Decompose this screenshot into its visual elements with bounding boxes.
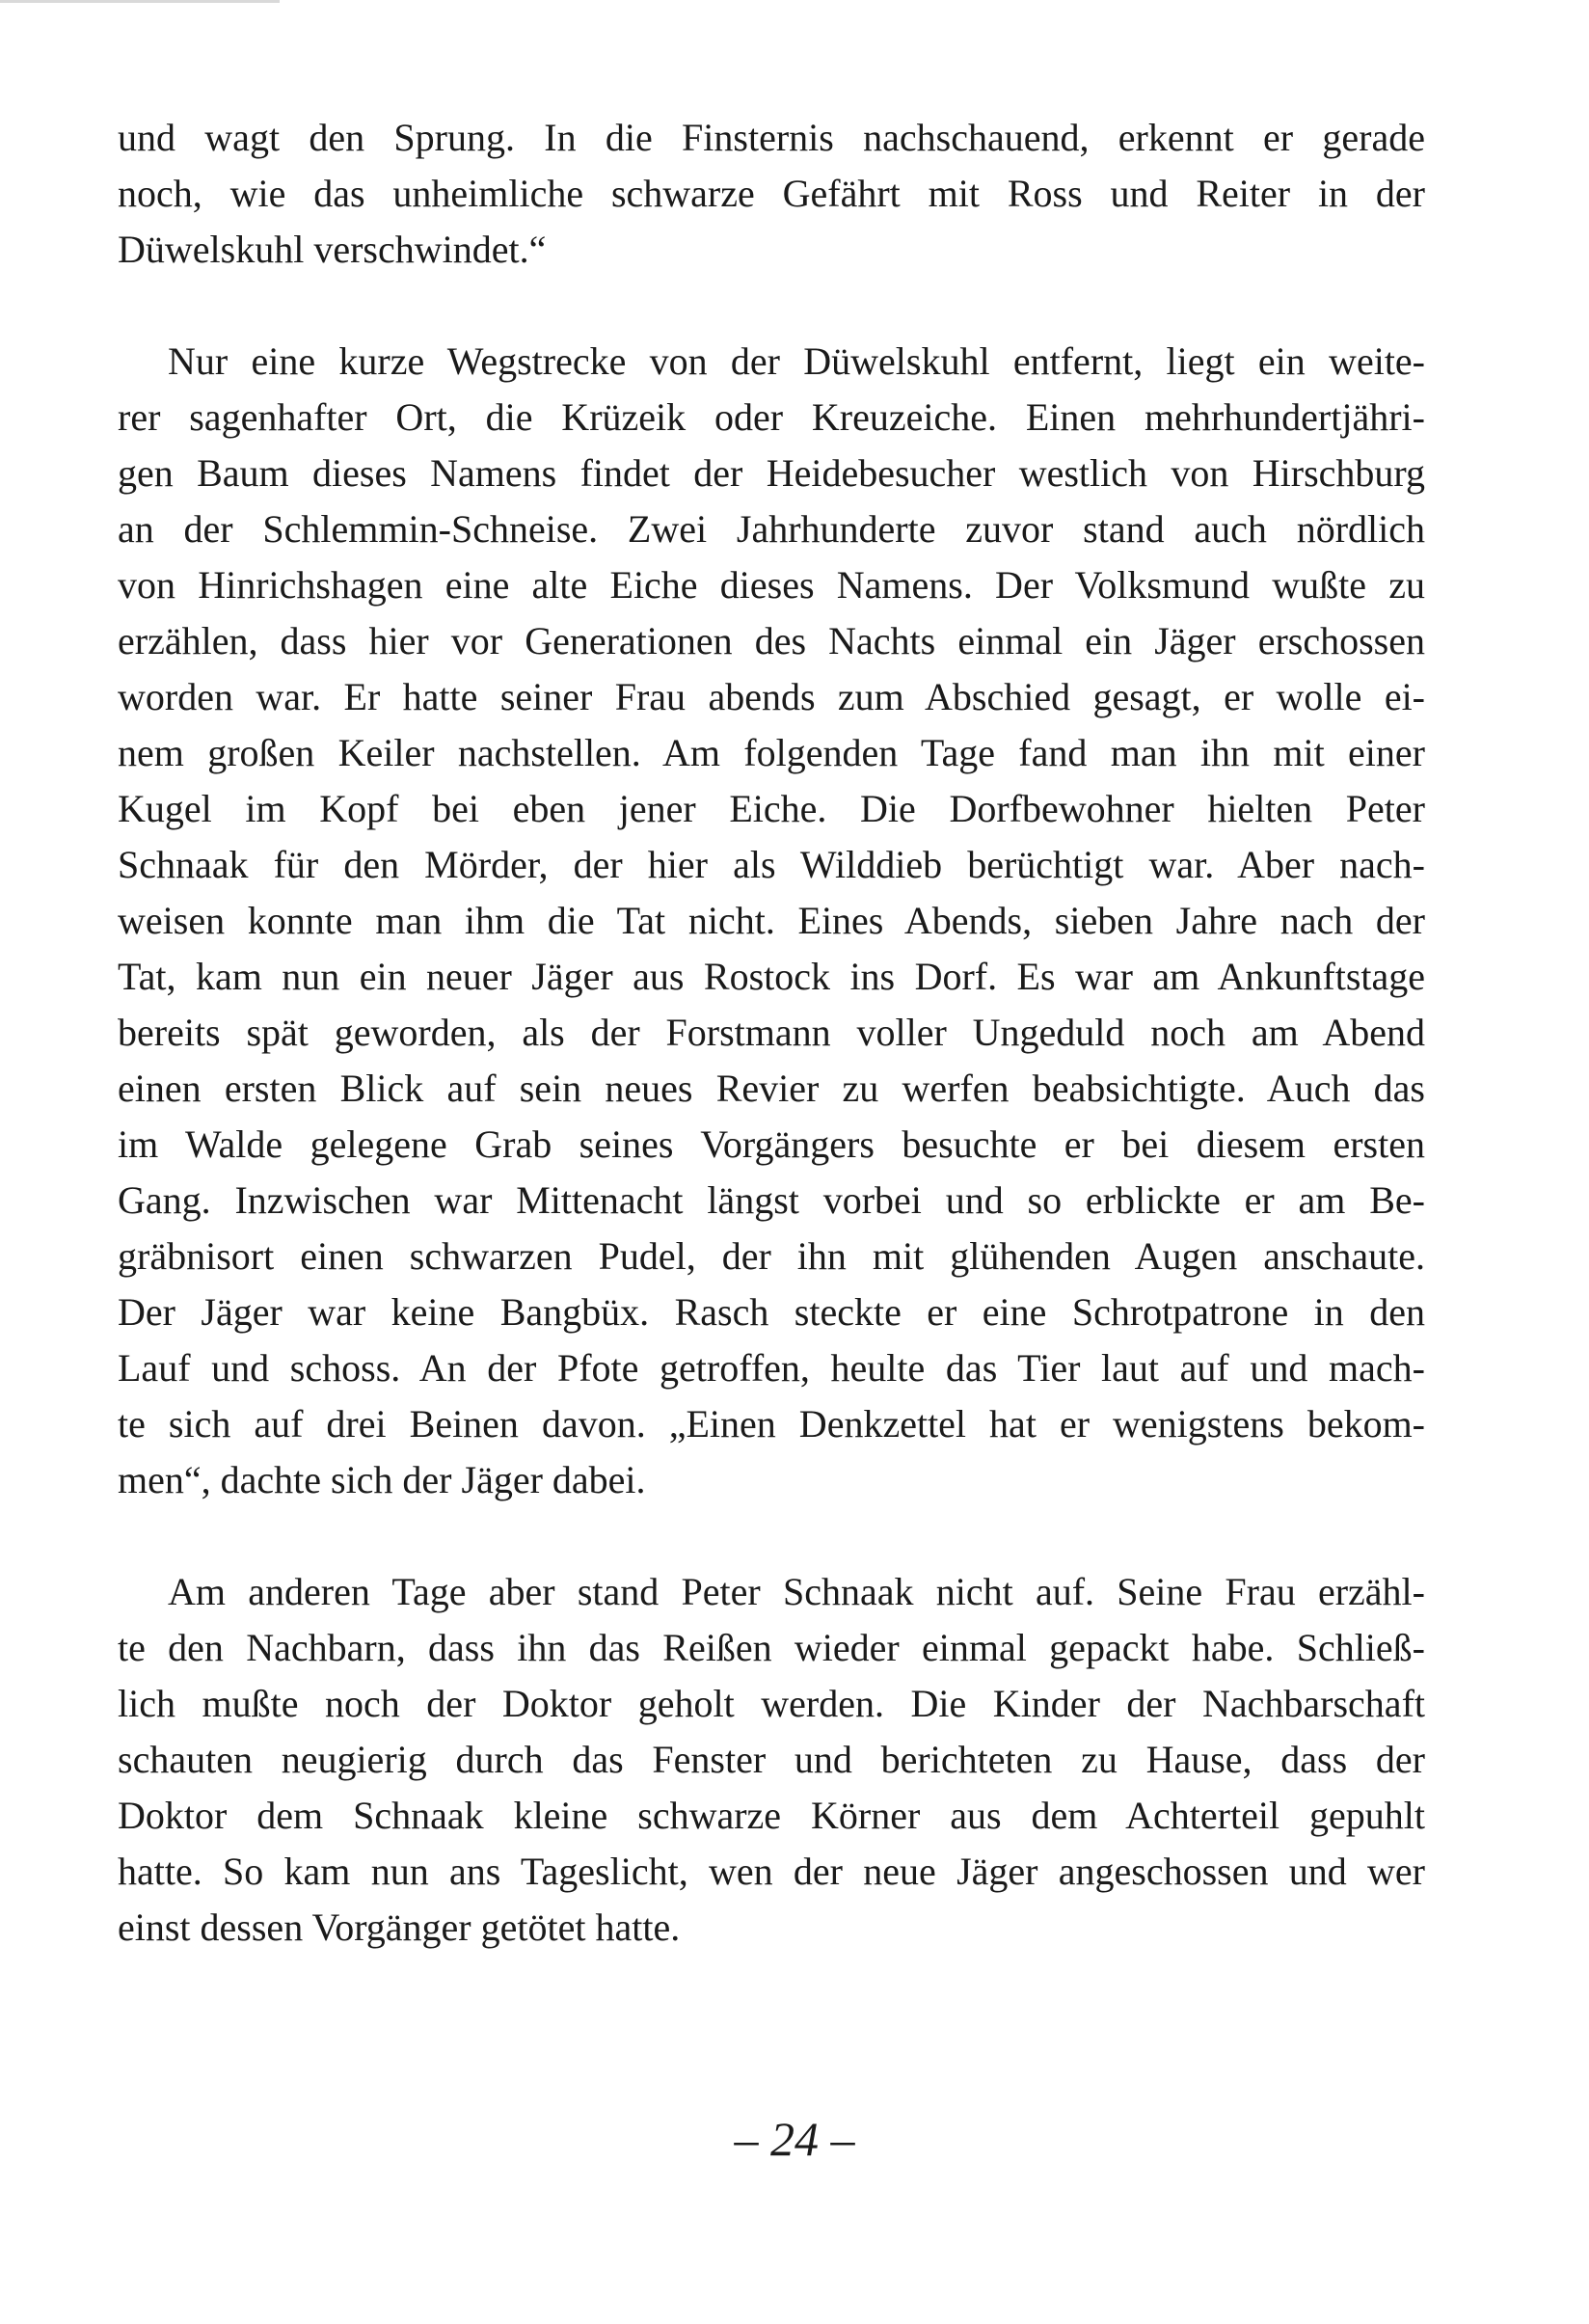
text-line: worden war. Er hatte seiner Frau abends zum Abschied gesagt, er wolle ei-	[118, 675, 1425, 718]
text-line: Düwelskuhl verschwindet.“	[118, 228, 547, 271]
text-line: erzählen, dass hier vor Generationen des Nachts einmal ein Jäger erschossen	[118, 619, 1425, 662]
text-line: Nur eine kurze Wegstrecke von der Düwelskuhl entfernt, liegt ein weite-	[168, 339, 1425, 383]
paragraph-3	[118, 1564, 1425, 1956]
text-line: Tat, kam nun ein neuer Jäger aus Rostock ins Dorf. Es war am Ankunftstage	[118, 955, 1425, 998]
text-line: te sich auf drei Beinen davon. „Einen Denkzettel hat er wenigstens bekom-	[118, 1402, 1425, 1446]
text-line: weisen konnte man ihm die Tat nicht. Eines Abends, sieben Jahre nach der	[118, 899, 1425, 942]
paragraph-gap	[118, 1508, 1425, 1564]
text-line: Am anderen Tage aber stand Peter Schnaak nicht auf. Seine Frau erzähl-	[168, 1570, 1425, 1613]
text-line: Schnaak für den Mörder, der hier als Wilddieb berüchtigt war. Aber nach-	[118, 843, 1425, 886]
paragraph-1	[118, 110, 1425, 278]
text-line: Der Jäger war keine Bangbüx. Rasch steckte er eine Schrotpatrone in den	[118, 1290, 1425, 1334]
text-line: im Walde gelegene Grab seines Vorgängers besuchte er bei diesem ersten	[118, 1122, 1425, 1166]
text-line: Lauf und schoss. An der Pfote getroffen, heulte das Tier laut auf und mach-	[118, 1346, 1425, 1390]
text-line: schauten neugierig durch das Fenster und berichteten zu Hause, dass der	[118, 1738, 1425, 1781]
text-line: Kugel im Kopf bei eben jener Eiche. Die Dorfbewohner hielten Peter	[118, 787, 1425, 830]
body-text	[118, 110, 1425, 1956]
text-line: einst dessen Vorgänger getötet hatte.	[118, 1905, 681, 1949]
scan-edge	[0, 0, 280, 3]
page-number: – 24 –	[734, 2112, 855, 2166]
text-line: einen ersten Blick auf sein neues Revier zu werfen beabsichtigte. Auch das	[118, 1067, 1425, 1110]
text-line: Gang. Inzwischen war Mittenacht längst vorbei und so erblickte er am Be-	[118, 1178, 1425, 1222]
text-line: Doktor dem Schnaak kleine schwarze Körner aus dem Achterteil gepuhlt	[118, 1794, 1425, 1837]
text-line: und wagt den Sprung. In die Finsternis nachschauend, erkennt er gerade	[118, 116, 1425, 159]
text-line: von Hinrichshagen eine alte Eiche dieses Namens. Der Volksmund wußte zu	[118, 563, 1425, 607]
text-line: lich mußte noch der Doktor geholt werden. Die Kinder der Nachbarschaft	[118, 1682, 1425, 1725]
text-line: men“, dachte sich der Jäger dabei.	[118, 1458, 646, 1501]
text-line: gen Baum dieses Namens findet der Heidebesucher westlich von Hirschburg	[118, 451, 1425, 495]
text-line: an der Schlemmin-Schneise. Zwei Jahrhunderte zuvor stand auch nördlich	[118, 507, 1425, 551]
text-line: rer sagenhafter Ort, die Krüzeik oder Kreuzeiche. Einen mehrhundertjähri-	[118, 395, 1425, 439]
text-line: te den Nachbarn, dass ihn das Reißen wieder einmal gepackt habe. Schließ-	[118, 1626, 1425, 1669]
text-line: nem großen Keiler nachstellen. Am folgenden Tage fand man ihn mit einer	[118, 731, 1425, 774]
text-line: noch, wie das unheimliche schwarze Gefährt mit Ross und Reiter in der	[118, 172, 1425, 215]
paragraph-2	[118, 334, 1425, 1508]
paragraph-gap	[118, 278, 1425, 334]
text-line: bereits spät geworden, als der Forstmann voller Ungeduld noch am Abend	[118, 1011, 1425, 1054]
text-line: hatte. So kam nun ans Tageslicht, wen der neue Jäger angeschossen und wer	[118, 1850, 1425, 1893]
text-line: gräbnisort einen schwarzen Pudel, der ihn mit glühenden Augen anschaute.	[118, 1234, 1425, 1278]
